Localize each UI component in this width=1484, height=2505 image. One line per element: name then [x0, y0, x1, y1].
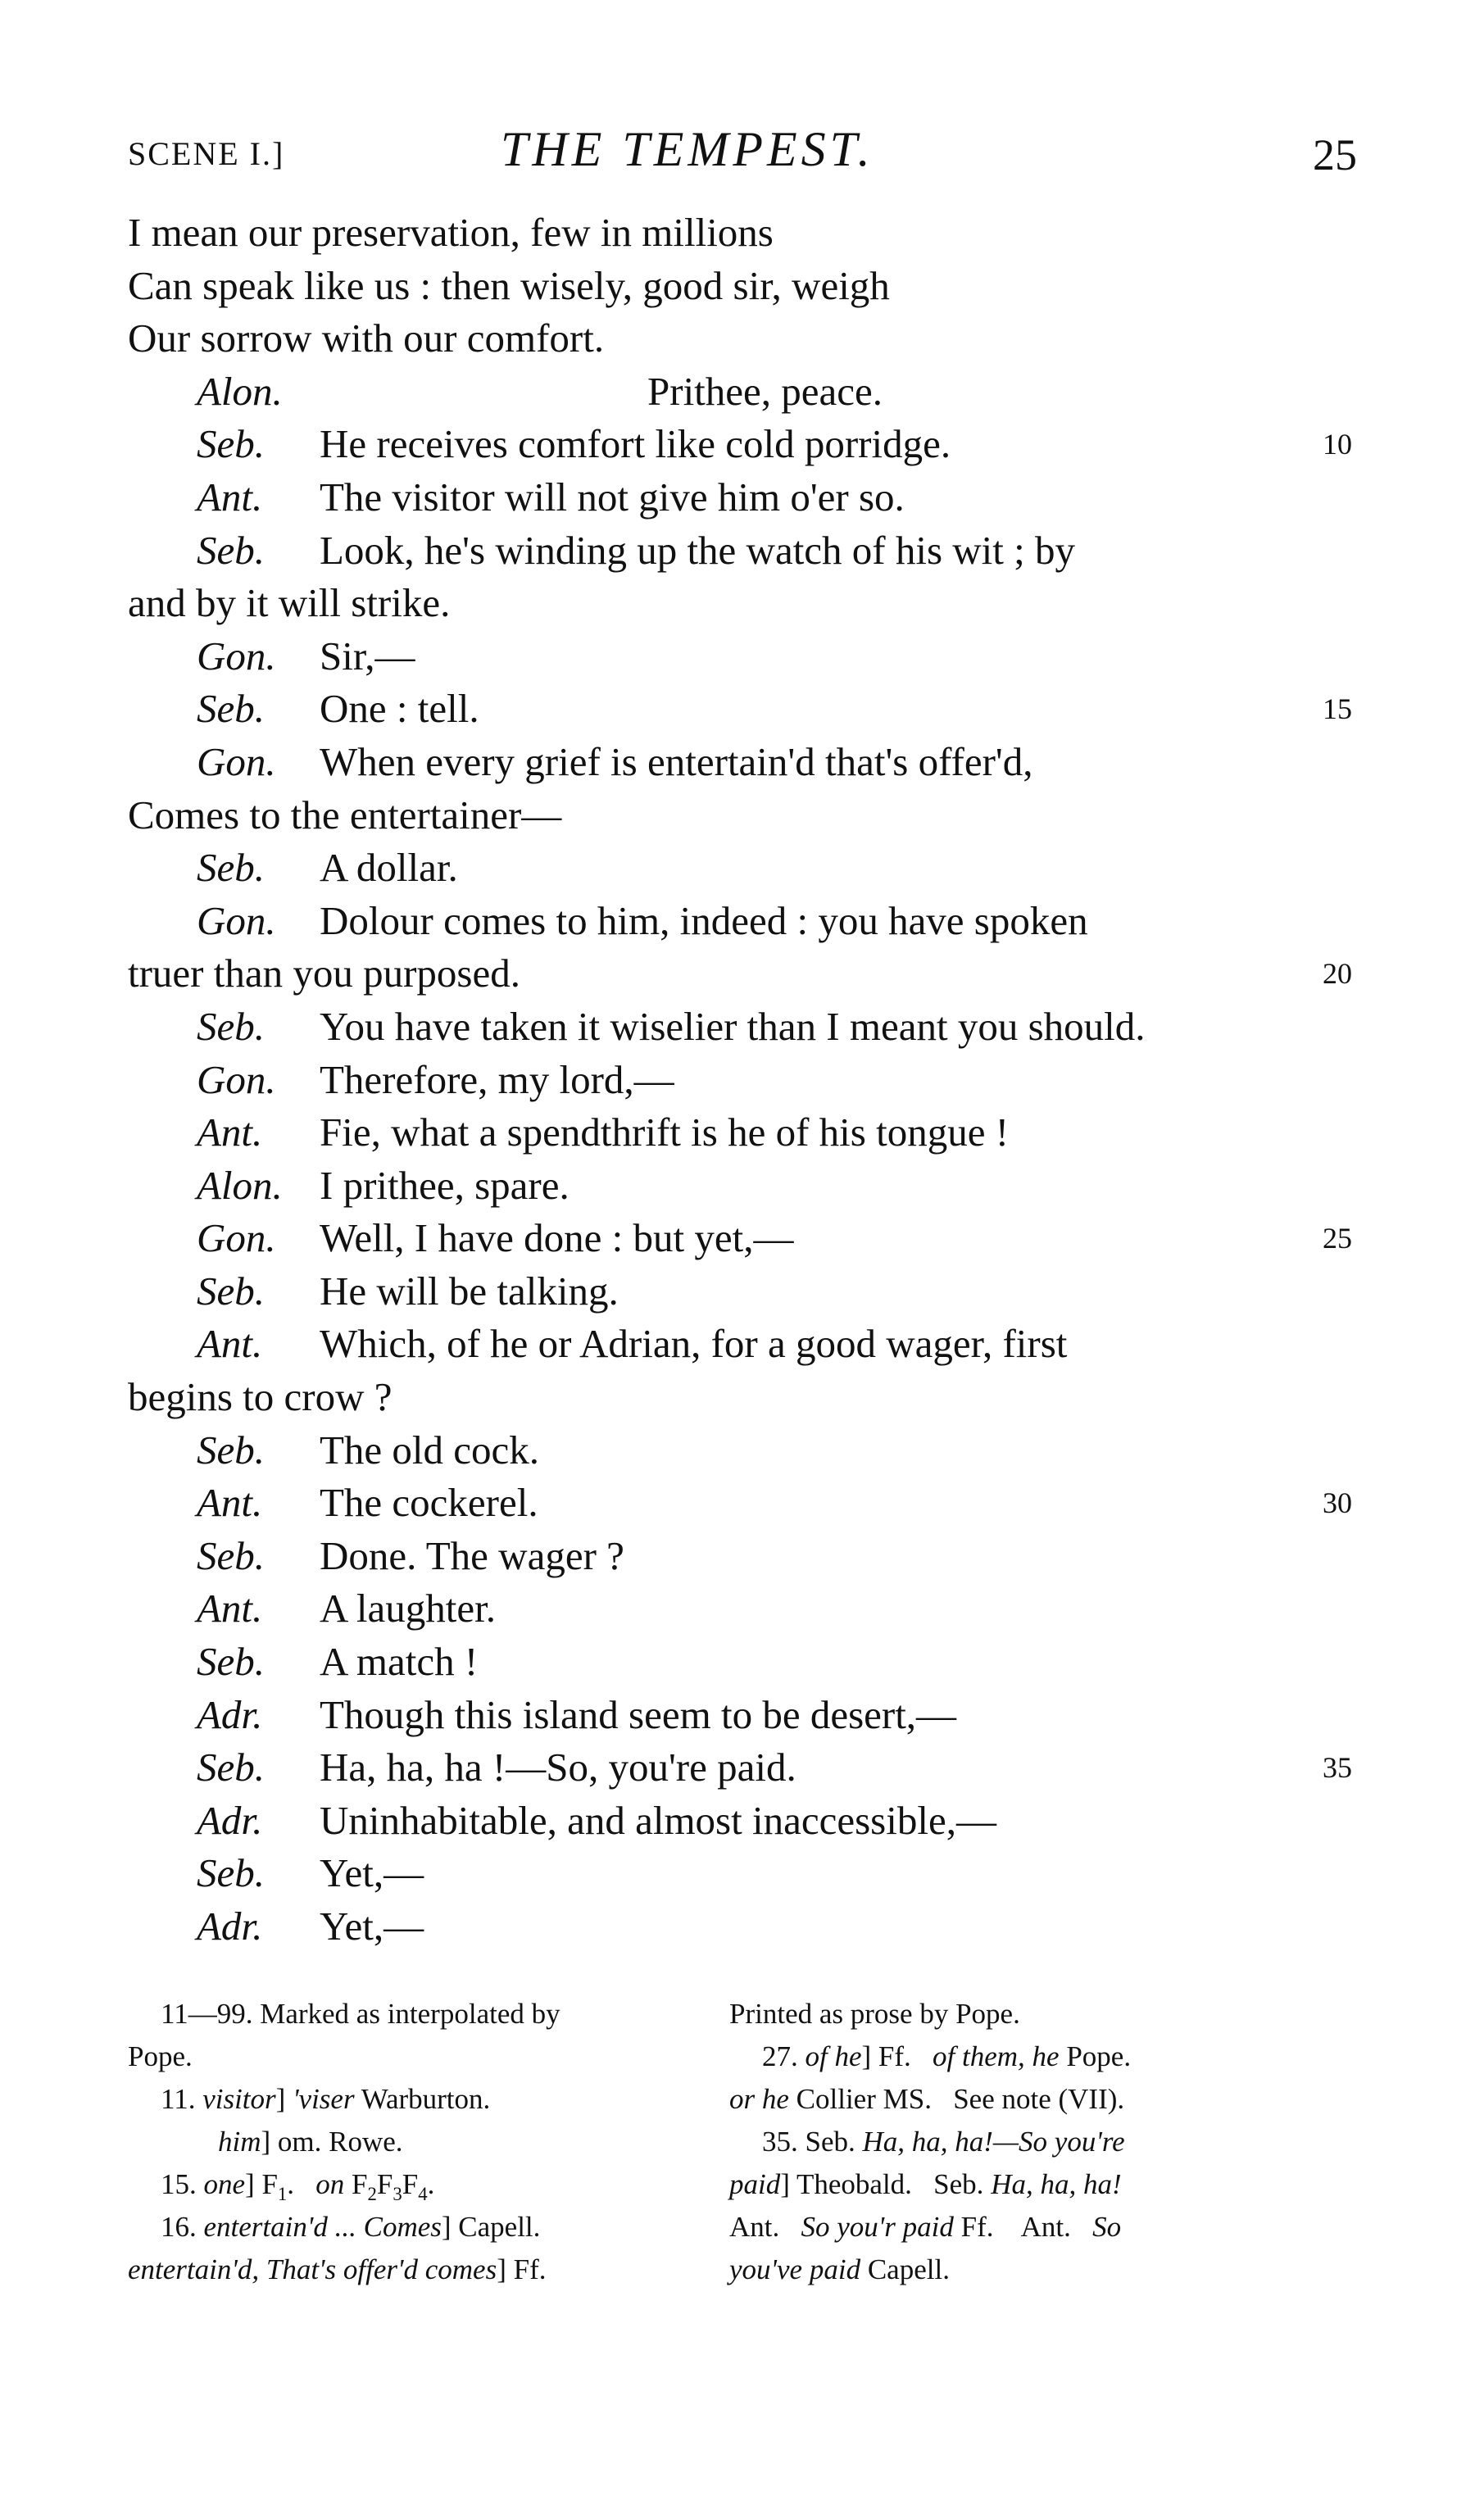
speaker-name: Gon. [197, 738, 276, 784]
verse-line [128, 1477, 1357, 1530]
verse-line [128, 1318, 1357, 1371]
verse-line [128, 1582, 1357, 1636]
verse-text: Dolour comes to him, indeed : you have spoken [320, 897, 1088, 943]
speaker-name: Ant. [197, 1586, 263, 1631]
speaker-name: Seb. [197, 421, 265, 467]
verse-line [128, 1212, 1357, 1265]
note-line: Printed as prose by Pope. [729, 1998, 1020, 2030]
note-line: paid] Theobald. Seb. Ha, ha, ha! [729, 2168, 1122, 2200]
verse-text: Though this island seem to be desert,— [320, 1691, 957, 1737]
verse-text: Uninhabitable, and almost inaccessible,— [320, 1797, 996, 1843]
speaker-name: Gon. [197, 633, 276, 678]
speaker-name: Gon. [197, 1215, 276, 1261]
verse-line [128, 206, 1357, 260]
verse-line [128, 260, 1357, 313]
speaker-name: Seb. [197, 1850, 265, 1896]
verse-line [128, 418, 1357, 471]
verse-text: Comes to the entertainer— [128, 792, 562, 837]
verse-line [128, 895, 1357, 948]
note-line: 11. visitor] 'viser Warburton. [161, 2083, 491, 2115]
verse-text: He receives comfort like cold porridge. [320, 421, 951, 467]
speaker-name: Adr. [197, 1691, 263, 1737]
page-number: 25 [1313, 130, 1357, 179]
scene-label: SCENE I.] [128, 135, 285, 172]
verse-line [128, 1530, 1357, 1583]
line-number: 15 [1323, 692, 1352, 726]
verse-text: Can speak like us : then wisely, good sir, weigh [128, 262, 890, 308]
verse-line [128, 630, 1357, 683]
verse-text: He will be talking. [320, 1268, 619, 1314]
verse-line [128, 577, 1357, 630]
note-line: 16. entertain'd ... Comes] Capell. [161, 2211, 541, 2243]
verse-line [128, 1265, 1357, 1318]
line-number: 35 [1323, 1751, 1352, 1785]
speaker-name: Alon. [197, 1162, 283, 1208]
running-head [128, 121, 1357, 187]
verse-text: A match ! [320, 1639, 479, 1685]
verse-line [128, 842, 1357, 895]
speaker-name: Ant. [197, 474, 263, 520]
verse-line [128, 365, 1357, 419]
verse-line [128, 471, 1357, 524]
notes-left-column [128, 1993, 693, 2291]
verse-text: Our sorrow with our comfort. [128, 315, 605, 361]
verse-text: When every grief is entertain'd that's offer'd, [320, 738, 1033, 784]
note-line: entertain'd, That's offer'd comes] Ff. [128, 2253, 547, 2285]
speaker-name: Seb. [197, 1268, 265, 1314]
speaker-name: Adr. [197, 1904, 263, 1949]
verse-line [128, 1371, 1357, 1424]
notes-right-column [729, 1993, 1295, 2291]
line-number: 10 [1323, 428, 1352, 461]
verse-line [128, 1689, 1357, 1742]
verse-line [128, 947, 1357, 1001]
note-line: 15. one] $F_1$. on $F_2F_3F_4$. [161, 2168, 435, 2204]
verse-line [128, 683, 1357, 736]
note-line: or he Collier MS. See note (VII). [729, 2083, 1125, 2115]
verse-text: Yet,— [320, 1850, 424, 1896]
speaker-name: Adr. [197, 1797, 263, 1843]
note-line: 11—99. Marked as interpolated by [161, 1998, 560, 2030]
note-line: him] om. Rowe. [218, 2126, 403, 2158]
verse-text: Look, he's winding up the watch of his wit ; by [320, 527, 1076, 573]
speaker-name: Seb. [197, 1745, 265, 1790]
play-text [128, 206, 1357, 1954]
play-title: THE TEMPEST. [501, 122, 874, 176]
speaker-name: Seb. [197, 845, 265, 891]
verse-text: A laughter. [320, 1586, 497, 1631]
speaker-name: Seb. [197, 1532, 265, 1578]
verse-line [128, 1847, 1357, 1900]
verse-line [128, 1001, 1357, 1054]
verse-text: truer than you purposed. [128, 951, 520, 996]
verse-text: Prithee, peace. [647, 368, 883, 414]
speaker-name: Alon. [197, 368, 283, 414]
speaker-name: Ant. [197, 1110, 263, 1155]
verse-line [128, 1636, 1357, 1689]
note-line: 35. Seb. Ha, ha, ha!—So you're [762, 2126, 1125, 2158]
note-line: 27. of he] Ff. of them, he Pope. [762, 2040, 1132, 2072]
speaker-name: Gon. [197, 897, 276, 943]
verse-text: I mean our preservation, few in millions [128, 210, 774, 255]
speaker-name: Seb. [197, 527, 265, 573]
verse-text: The old cock. [320, 1427, 540, 1473]
verse-text: Ha, ha, ha !—So, you're paid. [320, 1745, 796, 1790]
verse-line [128, 1795, 1357, 1848]
note-line: you've paid Capell. [729, 2253, 950, 2285]
verse-line [128, 1106, 1357, 1159]
verse-line [128, 1159, 1357, 1213]
verse-text: Therefore, my lord,— [320, 1056, 674, 1102]
verse-line [128, 312, 1357, 365]
verse-text: Fie, what a spendthrift is he of his tongue ! [320, 1110, 1010, 1155]
speaker-name: Seb. [197, 1427, 265, 1473]
verse-line [128, 1741, 1357, 1795]
line-number: 25 [1323, 1222, 1352, 1255]
verse-line [128, 524, 1357, 578]
verse-text: A dollar. [320, 845, 458, 891]
verse-line [128, 789, 1357, 842]
verse-text: Yet,— [320, 1904, 424, 1949]
verse-text: The cockerel. [320, 1480, 538, 1526]
verse-text: Sir,— [320, 633, 415, 678]
verse-text: I prithee, spare. [320, 1162, 570, 1208]
verse-text: Done. The wager ? [320, 1532, 624, 1578]
speaker-name: Seb. [197, 1003, 265, 1049]
verse-text: The visitor will not give him o'er so. [320, 474, 905, 520]
verse-text: You have taken it wiselier than I meant you should. [320, 1003, 1146, 1049]
verse-line [128, 1424, 1357, 1477]
verse-text: begins to crow ? [128, 1374, 393, 1420]
note-line: Ant. So you'r paid Ff. Ant. So [729, 2211, 1122, 2243]
verse-line [128, 1054, 1357, 1107]
verse-line [128, 736, 1357, 789]
verse-text: Which, of he or Adrian, for a good wager, first [320, 1321, 1068, 1367]
verse-line [128, 1900, 1357, 1954]
line-number: 20 [1323, 957, 1352, 991]
note-line: Pope. [128, 2040, 193, 2072]
line-number: 30 [1323, 1486, 1352, 1520]
verse-text: and by it will strike. [128, 580, 451, 626]
speaker-name: Ant. [197, 1480, 263, 1526]
speaker-name: Seb. [197, 686, 265, 732]
speaker-name: Seb. [197, 1639, 265, 1685]
verse-text: Well, I have done : but yet,— [320, 1215, 794, 1261]
speaker-name: Ant. [197, 1321, 263, 1367]
verse-text: One : tell. [320, 686, 479, 732]
speaker-name: Gon. [197, 1056, 276, 1102]
